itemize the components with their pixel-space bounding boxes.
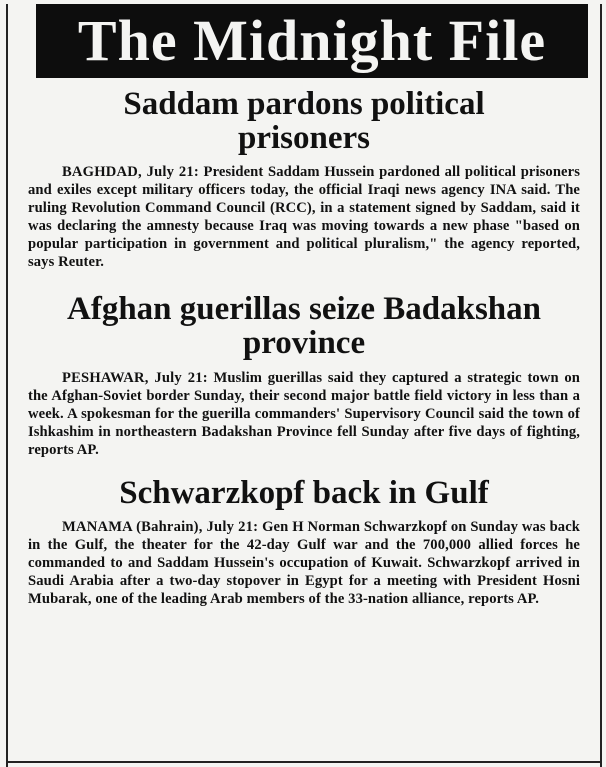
article-body [28,369,580,459]
article-schwarzkopf [28,474,580,609]
masthead-banner [36,4,588,78]
masthead-title: The Midnight File [77,8,547,73]
article-body [28,163,580,271]
right-border-rule [600,4,602,767]
article-text: Muslim guerillas said they captured a strategic town on the Afghan-Soviet border Sunday, their second major battle field victory in less than a week. A spokesman for the guerilla commanders' Supervisory Council said the town of Ishkashim in northeastern Badakshan Province fell Sunday after five days of fighting, reports AP. [28,369,581,458]
article-dateline: MANAMA (Bahrain), July 21: [62,519,259,536]
article-headline: Afghan guerillas seize Badakshan province [67,291,541,361]
article-headline: Saddam pardons political prisoners [123,86,485,156]
article-text: President Saddam Hussein pardoned all political prisoners and exiles except military officers today, the official Iraqi news agency INA said. The ruling Revolution Command Council (RCC), in a statement signed by Saddam, said it was declaring the amnesty because Iraq was moving towards a new phase "based on popular participation in government and political pluralism," the agency reported, says Reuter. [28,164,580,271]
article-afghan [28,293,580,458]
article-saddam [28,88,580,271]
article-headline: Schwarzkopf back in Gulf [119,474,489,511]
newspaper-clipping [0,4,606,767]
article-text: Gen H Norman Schwarzkopf on Sunday was back in the Gulf, the theater for the 42-day Gulf war and the 700,000 allied forces he commanded to and Saddam Hussein's occupation of Kuwait. Schwarzkopf arrived in Saudi Arabia after a two-day stopover in Egypt for a meeting with President Hosni Mubarak, one of the leading Arab members of the 33-nation alliance, reports AP. [28,519,580,608]
left-border-rule [6,4,8,767]
article-dateline: BAGHDAD, July 21: [62,164,199,181]
article-dateline: PESHAWAR, July 21: [62,369,208,386]
article-body [28,518,580,608]
